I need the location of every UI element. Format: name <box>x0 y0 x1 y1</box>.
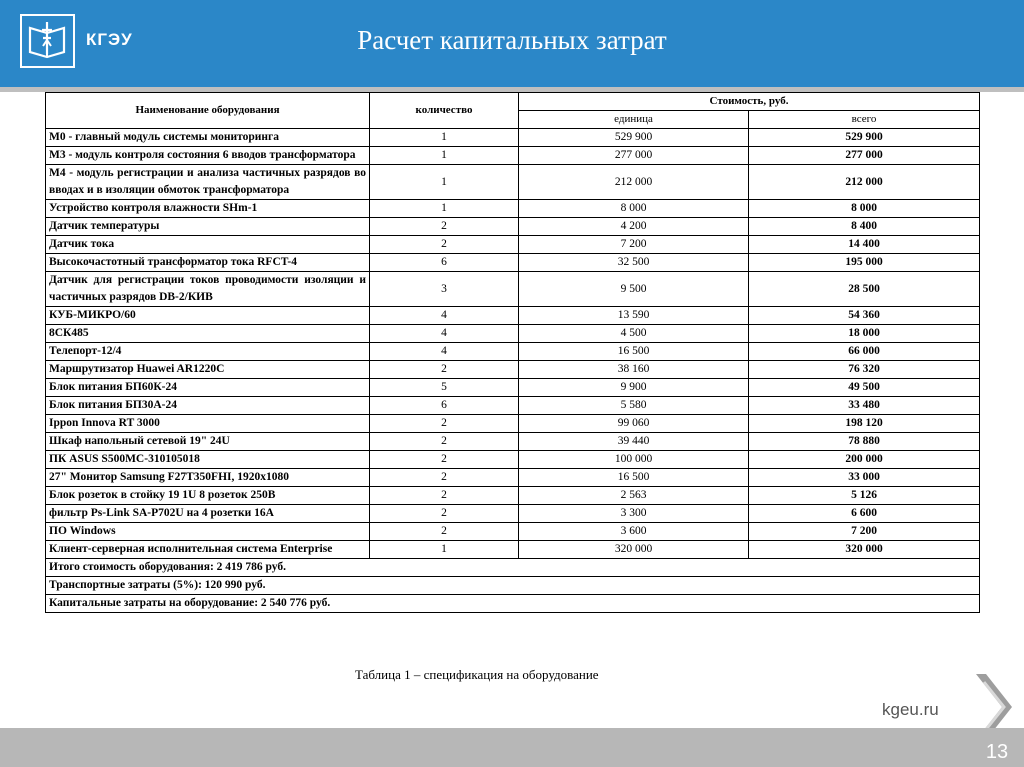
row-unit-cost: 9 500 <box>519 272 749 307</box>
row-name: М4 - модуль регистрации и анализа частичных разрядов во вводах и в изоляции обмоток трансформатора <box>46 165 370 200</box>
header-cost: Стоимость, руб. <box>519 93 980 111</box>
table-row <box>46 343 980 361</box>
table-row <box>46 487 980 505</box>
row-name: Устройство контроля влажности SHm-1 <box>46 200 370 218</box>
row-total-cost: 8 400 <box>749 218 980 236</box>
row-unit-cost: 32 500 <box>519 254 749 272</box>
row-unit-cost: 529 900 <box>519 129 749 147</box>
row-unit-cost: 16 500 <box>519 343 749 361</box>
page-number: 13 <box>985 741 1009 763</box>
row-total-cost: 8 000 <box>749 200 980 218</box>
row-total-cost: 14 400 <box>749 236 980 254</box>
capital-costs: Капитальные затраты на оборудование: 2 540 776 руб. <box>46 595 980 613</box>
transport-costs: Транспортные затраты (5%): 120 990 руб. <box>46 577 980 595</box>
header-total: всего <box>749 111 980 129</box>
table-row <box>46 469 980 487</box>
row-unit-cost: 9 900 <box>519 379 749 397</box>
row-total-cost: 277 000 <box>749 147 980 165</box>
row-qty: 2 <box>370 487 519 505</box>
row-unit-cost: 320 000 <box>519 541 749 559</box>
footer-bar <box>0 728 1024 767</box>
table-row <box>46 541 980 559</box>
row-unit-cost: 5 580 <box>519 397 749 415</box>
row-name: 27" Монитор Samsung F27T350FHI, 1920x1080 <box>46 469 370 487</box>
table-row <box>46 325 980 343</box>
row-total-cost: 200 000 <box>749 451 980 469</box>
header-unit: единица <box>519 111 749 129</box>
table-row <box>46 361 980 379</box>
row-name: ПК ASUS S500MC-310105018 <box>46 451 370 469</box>
header-quantity: количество <box>370 93 519 129</box>
row-total-cost: 54 360 <box>749 307 980 325</box>
table-row <box>46 307 980 325</box>
row-name: Шкаф напольный сетевой 19" 24U <box>46 433 370 451</box>
row-qty: 2 <box>370 415 519 433</box>
row-unit-cost: 3 600 <box>519 523 749 541</box>
row-unit-cost: 4 500 <box>519 325 749 343</box>
table-row <box>46 272 980 307</box>
table-row <box>46 254 980 272</box>
row-unit-cost: 100 000 <box>519 451 749 469</box>
table-row <box>46 451 980 469</box>
row-qty: 5 <box>370 379 519 397</box>
row-total-cost: 5 126 <box>749 487 980 505</box>
row-qty: 6 <box>370 254 519 272</box>
row-total-cost: 28 500 <box>749 272 980 307</box>
table-row <box>46 379 980 397</box>
row-total-cost: 195 000 <box>749 254 980 272</box>
row-name: Ippon Innova RT 3000 <box>46 415 370 433</box>
summary-row <box>46 559 980 577</box>
page-title: Расчет капитальных затрат <box>357 25 667 55</box>
row-total-cost: 320 000 <box>749 541 980 559</box>
row-qty: 2 <box>370 361 519 379</box>
row-unit-cost: 7 200 <box>519 236 749 254</box>
row-name: КУБ-МИКРО/60 <box>46 307 370 325</box>
website-link[interactable]: kgeu.ru <box>882 700 939 719</box>
table-row <box>46 505 980 523</box>
row-name: М0 - главный модуль системы мониторинга <box>46 129 370 147</box>
row-unit-cost: 277 000 <box>519 147 749 165</box>
row-total-cost: 529 900 <box>749 129 980 147</box>
row-unit-cost: 8 000 <box>519 200 749 218</box>
row-unit-cost: 16 500 <box>519 469 749 487</box>
row-total-cost: 6 600 <box>749 505 980 523</box>
row-unit-cost: 13 590 <box>519 307 749 325</box>
table-row <box>46 129 980 147</box>
row-qty: 2 <box>370 469 519 487</box>
table-row <box>46 165 980 200</box>
row-qty: 6 <box>370 397 519 415</box>
equipment-table <box>45 92 980 613</box>
row-unit-cost: 4 200 <box>519 218 749 236</box>
row-qty: 4 <box>370 307 519 325</box>
row-total-cost: 212 000 <box>749 165 980 200</box>
table-row <box>46 147 980 165</box>
row-name: Блок питания БП30А-24 <box>46 397 370 415</box>
table-caption: Таблица 1 – спецификация на оборудование <box>355 667 599 682</box>
row-qty: 1 <box>370 147 519 165</box>
row-total-cost: 49 500 <box>749 379 980 397</box>
row-qty: 3 <box>370 272 519 307</box>
row-qty: 2 <box>370 218 519 236</box>
row-qty: 1 <box>370 541 519 559</box>
row-total-cost: 7 200 <box>749 523 980 541</box>
row-total-cost: 198 120 <box>749 415 980 433</box>
row-name: Клиент-серверная исполнительная система Enterprise <box>46 541 370 559</box>
row-name: 8СК485 <box>46 325 370 343</box>
row-name: М3 - модуль контроля состояния 6 вводов трансформатора <box>46 147 370 165</box>
row-qty: 2 <box>370 236 519 254</box>
header-bar <box>0 0 1024 87</box>
row-name: Высокочастотный трансформатор тока RFCT-4 <box>46 254 370 272</box>
row-qty: 1 <box>370 200 519 218</box>
row-unit-cost: 39 440 <box>519 433 749 451</box>
row-unit-cost: 2 563 <box>519 487 749 505</box>
row-name: Маршрутизатор Huawei AR1220C <box>46 361 370 379</box>
row-name: Датчик тока <box>46 236 370 254</box>
row-unit-cost: 212 000 <box>519 165 749 200</box>
row-total-cost: 33 480 <box>749 397 980 415</box>
row-total-cost: 66 000 <box>749 343 980 361</box>
table-row <box>46 218 980 236</box>
table-row <box>46 523 980 541</box>
row-qty: 4 <box>370 343 519 361</box>
row-qty: 1 <box>370 165 519 200</box>
table-row <box>46 200 980 218</box>
row-name: Блок розеток в стойку 19 1U 8 розеток 250В <box>46 487 370 505</box>
header-name: Наименование оборудования <box>46 93 370 129</box>
table-row <box>46 397 980 415</box>
summary-row <box>46 595 980 613</box>
row-unit-cost: 99 060 <box>519 415 749 433</box>
row-name: Телепорт-12/4 <box>46 343 370 361</box>
row-unit-cost: 3 300 <box>519 505 749 523</box>
row-name: Датчик для регистрации токов проводимости изоляции и частичных разрядов DB-2/КИВ <box>46 272 370 307</box>
summary-row <box>46 577 980 595</box>
row-qty: 2 <box>370 523 519 541</box>
row-total-cost: 18 000 <box>749 325 980 343</box>
row-total-cost: 33 000 <box>749 469 980 487</box>
row-total-cost: 78 880 <box>749 433 980 451</box>
logo-text: КГЭУ <box>86 30 133 49</box>
row-qty: 4 <box>370 325 519 343</box>
table-row <box>46 433 980 451</box>
row-qty: 2 <box>370 433 519 451</box>
row-qty: 2 <box>370 505 519 523</box>
table-row <box>46 236 980 254</box>
row-name: ПО Windows <box>46 523 370 541</box>
row-total-cost: 76 320 <box>749 361 980 379</box>
row-unit-cost: 38 160 <box>519 361 749 379</box>
equipment-total: Итого стоимость оборудования: 2 419 786 руб. <box>46 559 980 577</box>
row-name: Датчик температуры <box>46 218 370 236</box>
row-qty: 2 <box>370 451 519 469</box>
row-name: Блок питания БП60К-24 <box>46 379 370 397</box>
row-qty: 1 <box>370 129 519 147</box>
row-name: фильтр Ps-Link SA-P702U на 4 розетки 16А <box>46 505 370 523</box>
table-row <box>46 415 980 433</box>
